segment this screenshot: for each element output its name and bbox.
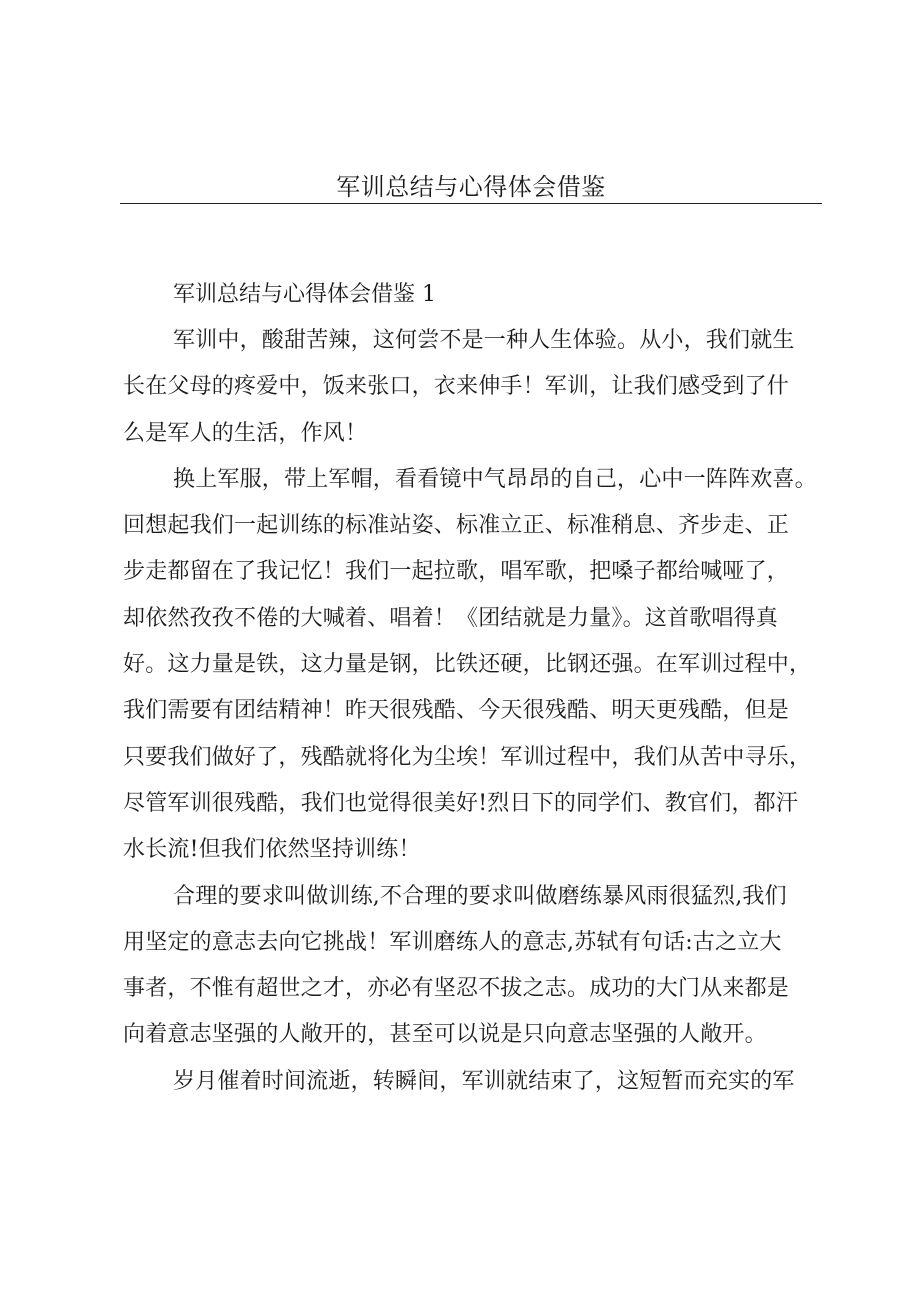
paragraph-line: 回想起我们一起训练的标准站姿、标准立正、标准稍息、齐步走、正 [123, 513, 790, 539]
paragraph-line: 长在父母的疼爱中，饭来张口，衣来伸手！军训，让我们感受到了什 [123, 374, 790, 400]
section-heading: 军训总结与心得体会借鉴 1 [173, 282, 436, 307]
paragraph-line: 岁月催着时间流逝，转瞬间，军训就结束了，这短暂而充实的军 [173, 1068, 795, 1094]
paragraph-line: 只要我们做好了，残酷就将化为尘埃！军训过程中，我们从苦中寻乐， [123, 744, 812, 770]
paragraph-line: 事者，不惟有超世之才，亦必有坚忍不拔之志。成功的大门从来都是 [123, 976, 790, 1002]
paragraph-2 [123, 457, 823, 874]
title-underline-divider [120, 203, 822, 204]
paragraph-3 [123, 874, 823, 1059]
paragraph-line: 军训中，酸甜苦辣，这何尝不是一种人生体验。从小，我们就生 [173, 328, 795, 353]
paragraph-line: 却依然孜孜不倦的大喊着、唱着！《团结就是力量》。这首歌唱得真 [123, 605, 779, 631]
document-body [123, 272, 823, 1105]
paragraph-line: 好。这力量是铁，这力量是钢，比铁还硬，比钢还强。在军训过程中， [123, 652, 812, 678]
paragraph-line: 水长流!但我们依然坚持训练！ [123, 837, 421, 863]
paragraph-line: 我们需要有团结精神！昨天很残酷、今天很残酷、明天更残酷，但是 [123, 698, 790, 724]
paragraph-4 [123, 1059, 823, 1105]
paragraph-line: 尽管军训很残酷，我们也觉得很美好!烈日下的同学们、教官们，都汗 [123, 790, 799, 816]
paragraph-line: 步走都留在了我记忆！我们一起拉歌，唱军歌，把嗓子都给喊哑了， [123, 559, 790, 585]
paragraph-line: 合理的要求叫做训练,不合理的要求叫做磨练暴风雨很猛烈,我们 [173, 883, 787, 909]
paragraph-line: 么是军人的生活，作风！ [123, 420, 368, 446]
paragraph-1 [123, 318, 823, 457]
paragraph-line: 换上军服，带上军帽，看看镜中气昂昂的自己，心中一阵阵欢喜。 [173, 466, 817, 492]
document-title: 军训总结与心得体会借鉴 [336, 173, 606, 201]
paragraph-line: 用坚定的意志去向它挑战！军训磨练人的意志,苏轼有句话:古之立大 [123, 929, 782, 955]
paragraph-line: 向着意志坚强的人敞开的，甚至可以说是只向意志坚强的人敞开。 [123, 1022, 767, 1048]
